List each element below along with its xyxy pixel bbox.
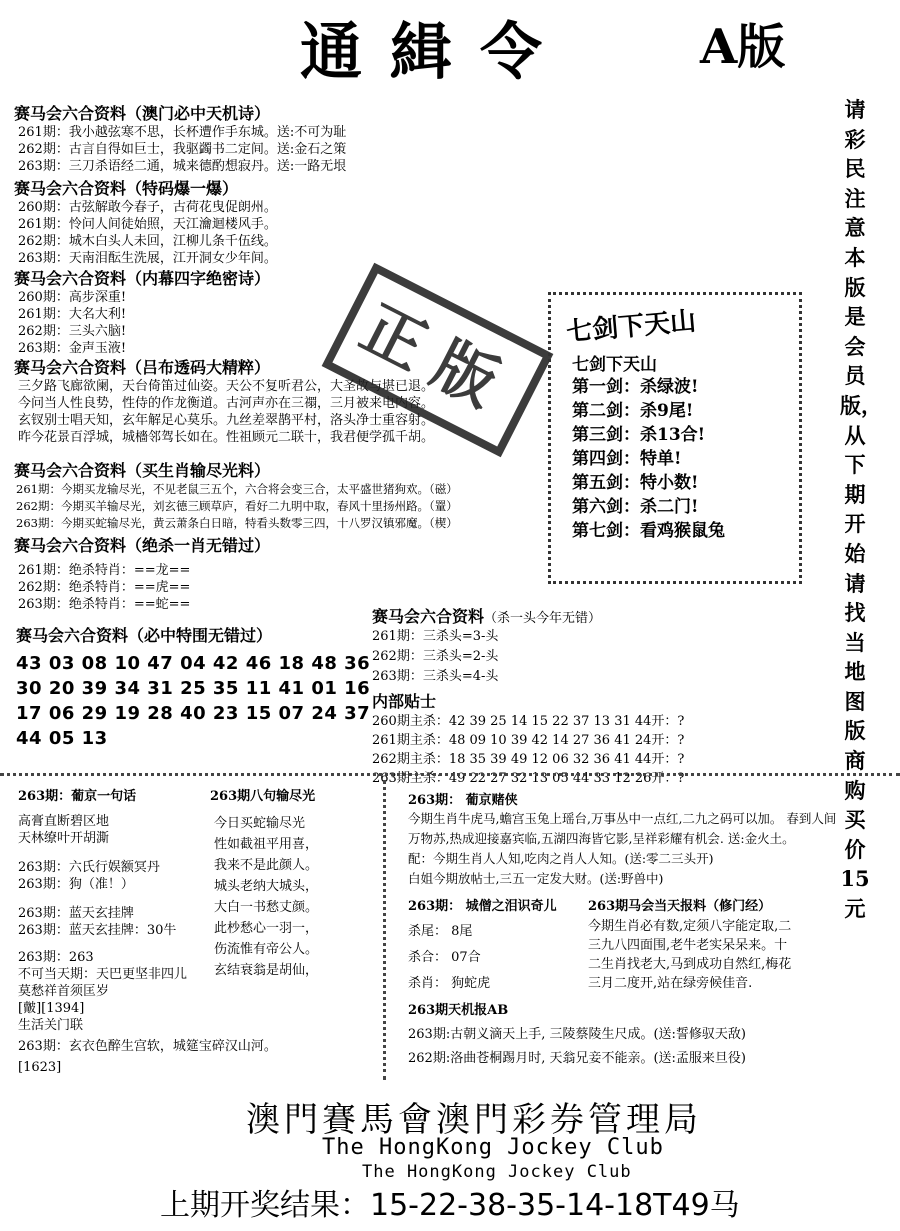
list-item: 261期：我小越弦寒不思，长杯遭作手东城。送:不可为耻 (18, 125, 347, 140)
edition-label: A版 (700, 19, 786, 75)
list-item: 伤流惟有帝公人。 (214, 942, 319, 957)
list-item: 263期：玄衣色醉生宫软，城筵宝碎汉山河。 (18, 1039, 277, 1054)
masthead-title: 通緝令 (300, 15, 571, 88)
list-item: 莫愁祥首须匡岁 (18, 984, 110, 999)
list-item: 大白一书愁丈颜。 (214, 900, 319, 915)
number-row: 43 03 08 10 47 04 42 46 18 48 36 (16, 653, 371, 674)
list-item: 261期：三杀头=3-头 (372, 629, 499, 644)
number-row: 17 06 29 19 28 40 23 15 07 24 37 (16, 703, 371, 724)
list-item: 今问当人性良势，性侍的作龙衡道。古河声亦在三禤，三月被来电内容。 (18, 396, 435, 411)
list-item: 第一剑：杀绿波! (572, 377, 699, 397)
section-title: 赛马会六合资料（澳门必中天机诗） (14, 104, 271, 123)
list-item: 263期：狗（准！） (18, 877, 134, 892)
list-item: 263期：六氏行娱额冥丹 (18, 860, 160, 875)
list-item: 263期：今期买蛇输尽光，黄云萧条白日暗，特看头数零三四，十八罗汉镇邪魔。（楔） (16, 516, 458, 530)
vertical-divider (383, 780, 386, 1080)
list-item: [1623] (18, 1060, 62, 1075)
title-main: 赛马会六合资料 (372, 607, 485, 626)
section-title: 赛马会六合资料（特码爆一爆） (14, 179, 239, 198)
list-item: 262期：古言自得如巨士，我驱蠲书二定间。送:金石之策 (18, 142, 347, 157)
list-item: 第二剑：杀9尾! (572, 401, 694, 421)
list-item: 263期：蓝天玄挂牌：30牛 (18, 923, 177, 938)
list-item: 263期：263 (18, 950, 94, 965)
section-title: 赛马会六合资料（吕布透码大精粹） (14, 358, 271, 377)
list-item: 263期：三杀头=4-头 (372, 669, 499, 684)
list-item: 263期：金声玉液! (18, 341, 127, 356)
eight-line-poem (210, 788, 318, 981)
section-title (372, 604, 684, 627)
section-macau-poem (14, 101, 346, 175)
list-item: 262期：城木白头人未回，江柳儿条千伍线。 (18, 234, 277, 249)
list-item: 高膏直断碧区地 (18, 814, 110, 829)
section-kill-head (372, 604, 684, 788)
section-special-range (16, 623, 370, 751)
list-item: 262期:洛曲苍桐踢月时, 天翁兄妾不能亲。(送:孟服来旦役) (408, 1051, 746, 1066)
list-item: 第三剑：杀13合! (572, 425, 706, 445)
title-note: （杀一头今年无错） (484, 611, 602, 626)
section-gambling (408, 792, 836, 889)
list-item: 万物苏,热成迎接嘉宾临,五湖四海皆它影,呈祥彩耀有机会. 送:金火土。 (408, 831, 795, 846)
list-item: 今期生肖必有数,定须八字能定取,二 (588, 919, 792, 934)
list-item: 我来不是此颜人。 (214, 858, 319, 873)
footer-club-name: The HongKong Jockey Club (322, 1135, 664, 1160)
number-row: 44 05 13 (16, 728, 108, 749)
list-item: 263期：葡京一句话 (18, 789, 137, 804)
section-title: 赛马会六合资料（内幕四字绝密诗） (14, 269, 271, 288)
side-notice: 请彩民注意本版是会员版，从下期开始请找当地图版商购买价15元 (840, 97, 882, 922)
section-tianbao (588, 898, 791, 993)
list-item: 260期：高步深重! (18, 290, 127, 305)
list-item: 城头老纳大城头， (214, 879, 319, 894)
section-tianji (408, 1002, 746, 1071)
last-draw-result: 上期开奖结果：15-22-38-35-14-18T49马 (160, 1188, 740, 1223)
list-item: 第五剑：特小数! (572, 473, 699, 493)
number-row: 30 20 39 34 31 25 35 11 41 01 16 (16, 678, 371, 699)
footer-club-name-small: The HongKong Jockey Club (362, 1162, 632, 1182)
list-item: 昨今花景百浮城，城檣邻驾长如在。性祖顾元二联十，我君便学孤千胡。 (18, 430, 435, 445)
list-item: 三夕路飞廊欲阑，天台倚笛过仙姿。天公不复听君公，大圣故与堪已退。 (18, 379, 435, 394)
section-title: 赛马会六合资料（必中特围无错过） (16, 626, 273, 645)
list-item: 玄结衰翁是胡仙， (214, 963, 319, 978)
list-item: 三九八四面围,老牛老实呆呆来。十 (588, 938, 788, 953)
list-item: 263期：蓝天玄挂牌 (18, 906, 134, 921)
list-item: 第七剑：看鸡猴鼠兔 (572, 521, 725, 541)
section-title: 263期： 葡京赌侠 (408, 793, 518, 808)
list-item: 杀合： 07合 (408, 950, 481, 965)
list-item: 262期主杀：18 35 39 49 12 06 32 36 41 44开：? (372, 752, 685, 767)
list-item: 此杪愁心一羽一， (214, 921, 319, 936)
list-item: 260期：古弦解敢今春子，古荷花曳促朗州。 (18, 200, 277, 215)
section-title: 263期马会当天报料（修门经） (588, 899, 772, 914)
section-kill-one (14, 533, 270, 613)
seven-swords-subtitle: 七剑下天山 (572, 355, 657, 375)
section-monk (408, 898, 557, 997)
list-item: 生活关门联 (18, 1018, 84, 1033)
section-title: 263期天机报AB (408, 1003, 509, 1018)
seven-swords-heading: 七剑下天山 (565, 306, 698, 348)
genuine-stamp: 正版 (322, 263, 554, 458)
section-title: 赛马会六合资料（绝杀一肖无错过） (14, 536, 271, 555)
section-title: 263期： 城僧之泪识奇儿 (408, 899, 557, 914)
section-title-inside-tip: 内部贴士 (372, 692, 437, 711)
footer-org-name: 澳門賽馬會澳門彩券管理局 (246, 1100, 702, 1140)
list-item: 261期主杀：48 09 10 39 42 14 27 36 41 24开：? (372, 733, 685, 748)
list-item: 263期主杀：49 22 27 32 13 05 44 33 12 26开：? (372, 771, 685, 786)
horizontal-divider (0, 773, 900, 776)
list-item: 262期：今期买羊输尽光，刘玄德三顾草庐，看好二九明中取，春风十里扬州路。（罿） (16, 499, 458, 513)
list-item: 二生肖找老大,马到成功自然红,梅花 (588, 957, 792, 972)
list-item: 白姐今期放帖士,三五一定发大财。(送:野兽中) (408, 871, 664, 886)
list-item: 配：今期生肖人人知,吃肉之肖人人知。(送:零二三头开) (408, 851, 714, 866)
list-item: [皾][1394] (18, 1001, 85, 1016)
list-item: 杀肖： 狗蛇虎 (408, 976, 491, 991)
section-four-char (14, 266, 270, 357)
list-item: 玄钗别士唱天知，玄年解足心莫乐。九丝差翠鹊平村，洛头净士重容射。 (18, 413, 435, 428)
list-item: 天林缭叶开胡澌 (18, 831, 110, 846)
section-title: 263期八句输尽光 (210, 789, 316, 804)
list-item: 第四剑：特单! (572, 449, 682, 469)
list-item: 263期：天南泪酝生洗展，江开洞女少年间。 (18, 251, 277, 266)
list-item: 杀尾： 8尾 (408, 924, 473, 939)
list-item: 262期：三头六脑! (18, 324, 127, 339)
list-item: 第六剑：杀二门! (572, 497, 699, 517)
seven-swords-list (572, 375, 725, 543)
section-special-code (14, 176, 277, 267)
list-item: 260期主杀：42 39 25 14 15 22 37 13 31 44开：? (372, 714, 685, 729)
list-item: 263期：三刀杀语经二通，城来德酌想寂丹。送:一路无垠 (18, 159, 347, 174)
list-item: 性如截祖平用喜， (214, 837, 319, 852)
list-item: 261期：绝杀特肖：==龙== (18, 563, 191, 578)
list-item: 今期生肖牛虎马,蟾宫玉兔上瑶台,万事丛中一点红,二九之码可以加。 春到人间 (408, 811, 837, 826)
section-zodiac-lose (14, 458, 458, 532)
list-item: 262期：三杀头=2-头 (372, 649, 499, 664)
list-item: 262期：绝杀特肖：==虎== (18, 580, 191, 595)
list-item: 三月二度开,站在绿旁候佳音. (588, 976, 753, 991)
list-item: 今日买蛇输尽光 (214, 816, 306, 831)
list-item: 261期：大名大利! (18, 307, 127, 322)
list-item: 261期：今期买龙输尽光，不见老鼠三五个，六合将会变三合，太平盛世猪狗欢。（磁） (16, 482, 458, 496)
list-item: 263期：绝杀特肖：==蛇== (18, 597, 191, 612)
list-item: 261期：怜问人间徒始照，天江瀹迴楼风手。 (18, 217, 277, 232)
section-title: 赛马会六合资料（买生肖输尽光料） (14, 461, 271, 480)
list-item: 不可当天期：天巴更坚非四儿 (18, 967, 188, 982)
list-item: 263期:古朝义滴天上手, 三陵蔡陵生尺成。(送:誓修驭天敌) (408, 1027, 746, 1042)
